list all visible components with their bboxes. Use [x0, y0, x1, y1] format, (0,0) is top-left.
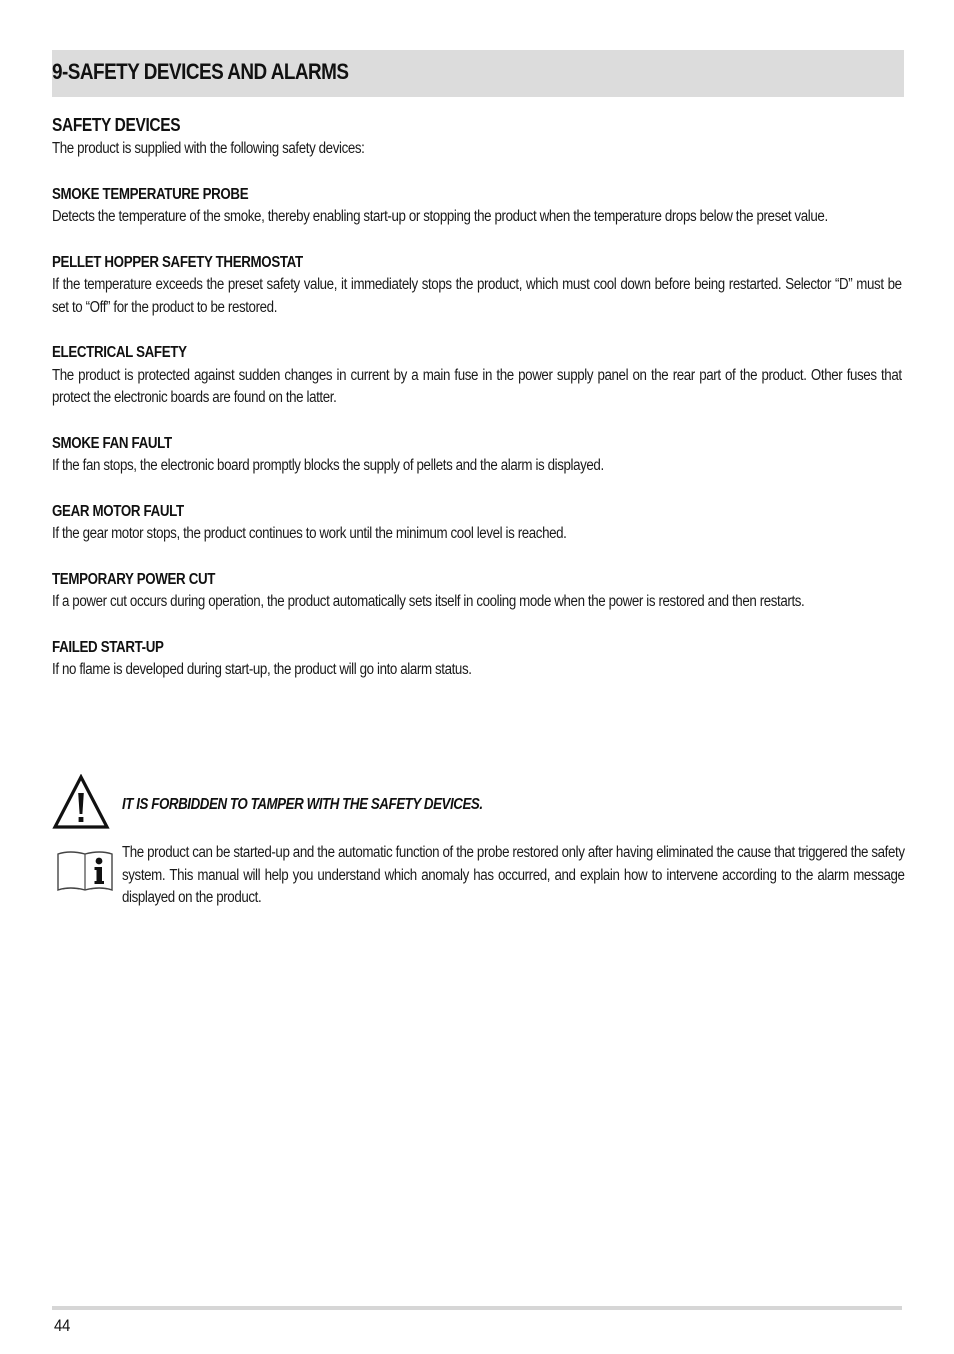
device-title: GEAR MOTOR FAULT [52, 502, 184, 520]
device-description: If no flame is developed during start-up, the product will go into alarm status. [52, 661, 472, 678]
footer-divider [52, 1306, 902, 1310]
device-failed-start-up [52, 637, 902, 682]
info-book-icon [56, 848, 114, 892]
device-pellet-hopper-thermostat [52, 252, 902, 320]
device-description: If the temperature exceeds the preset safety value, it immediately stops the product, which must cool down before being restarted. Selector “D” must be set to “Off” for the product to be restored. [52, 276, 902, 316]
device-smoke-temperature-probe [52, 184, 902, 229]
warning-text: IT IS FORBIDDEN TO TAMPER WITH THE SAFETY DEVICES. [122, 796, 483, 813]
device-smoke-fan-fault [52, 433, 902, 478]
device-electrical-safety [52, 342, 902, 410]
section-intro: The product is supplied with the following safety devices: [52, 140, 365, 157]
device-title: PELLET HOPPER SAFETY THERMOSTAT [52, 253, 303, 271]
device-title: TEMPORARY POWER CUT [52, 570, 216, 588]
device-description: The product is protected against sudden changes in current by a main fuse in the power supply panel on the rear part of the product. Other fuses that protect the electronic boards are found on the latter. [52, 366, 902, 406]
page-title: 9-SAFETY DEVICES AND ALARMS [52, 59, 349, 84]
device-title: SMOKE FAN FAULT [52, 434, 172, 452]
device-title: FAILED START-UP [52, 638, 164, 656]
device-description: If the gear motor stops, the product continues to work until the minimum cool level is reached. [52, 525, 567, 542]
device-description: If a power cut occurs during operation, the product automatically sets itself in cooling mode when the power is restored and then restarts. [52, 593, 805, 610]
device-description: Detects the temperature of the smoke, thereby enabling start-up or stopping the product when the temperature drops below the preset value. [52, 208, 828, 225]
warning-notice [52, 774, 904, 830]
section-heading: SAFETY DEVICES [52, 115, 181, 135]
device-temporary-power-cut [52, 569, 902, 614]
device-gear-motor-fault [52, 501, 902, 546]
warning-triangle-icon [52, 774, 110, 830]
section-title-bar [52, 50, 904, 97]
info-text: The product can be started-up and the automatic function of the probe restored only after having eliminated the cause that triggered the safety system. This manual will help you understand which anomaly has occurred, and explain how to intervene according to the alarm message displayed on the product. [122, 844, 905, 906]
device-title: SMOKE TEMPERATURE PROBE [52, 185, 249, 203]
device-title: ELECTRICAL SAFETY [52, 344, 187, 361]
page-number: 44 [54, 1316, 71, 1335]
safety-devices-section [52, 114, 902, 682]
device-description: If the fan stops, the electronic board promptly blocks the supply of pellets and the alarm is displayed. [52, 457, 604, 474]
